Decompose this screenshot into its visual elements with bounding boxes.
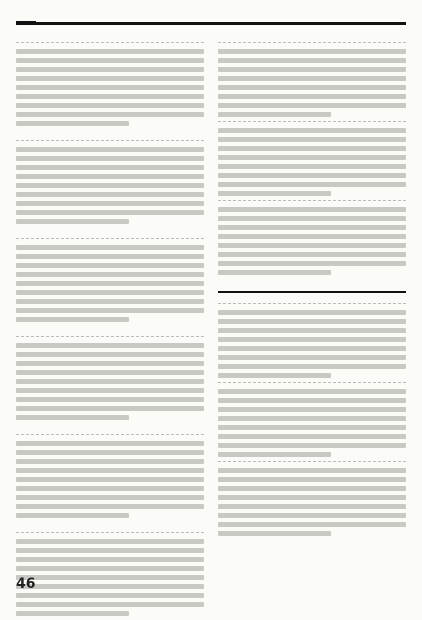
- text-line-placeholder: [16, 112, 204, 117]
- text-line-placeholder: [218, 434, 406, 439]
- text-line-placeholder: [16, 299, 204, 304]
- text-line-placeholder: [16, 245, 204, 250]
- text-line-placeholder: [16, 201, 204, 206]
- text-line-placeholder: [218, 76, 406, 81]
- text-line-placeholder: [218, 261, 406, 266]
- text-line-placeholder: [16, 103, 204, 108]
- text-line-placeholder: [16, 370, 204, 375]
- text-line-placeholder: [218, 94, 406, 99]
- text-line-placeholder: [218, 164, 406, 169]
- section-header: [16, 14, 406, 32]
- text-line-placeholder: [16, 477, 204, 482]
- text-line-placeholder: [218, 522, 406, 527]
- text-line-placeholder: [218, 398, 406, 403]
- text-line-placeholder: [16, 263, 204, 268]
- text-line-placeholder: [16, 94, 204, 99]
- text-line-placeholder: [16, 441, 204, 446]
- text-line-placeholder: [16, 379, 204, 384]
- text-line-placeholder: [218, 252, 406, 257]
- text-line-placeholder: [16, 513, 129, 518]
- two-column-body: [16, 42, 406, 620]
- text-line-placeholder: [16, 272, 204, 277]
- page-number: 46: [16, 576, 36, 592]
- text-line-placeholder: [16, 290, 204, 295]
- text-line-placeholder: [16, 557, 204, 562]
- text-line-placeholder: [218, 373, 331, 378]
- text-line-placeholder: [16, 602, 204, 607]
- text-line-placeholder: [16, 548, 204, 553]
- text-line-placeholder: [218, 112, 331, 117]
- text-line-placeholder: [16, 566, 204, 571]
- text-line-placeholder: [16, 361, 204, 366]
- text-line-placeholder: [16, 343, 204, 348]
- paragraph-placeholder: [16, 434, 204, 522]
- text-line-placeholder: [16, 121, 129, 126]
- text-line-placeholder: [218, 58, 406, 63]
- text-line-placeholder: [218, 128, 406, 133]
- text-line-placeholder: [218, 389, 406, 394]
- text-line-placeholder: [218, 416, 406, 421]
- text-line-placeholder: [16, 308, 204, 313]
- text-line-placeholder: [16, 397, 204, 402]
- text-line-placeholder: [16, 504, 204, 509]
- text-line-placeholder: [16, 85, 204, 90]
- paragraph-placeholder: [218, 382, 406, 457]
- text-line-placeholder: [218, 337, 406, 342]
- text-line-placeholder: [218, 452, 331, 457]
- text-line-placeholder: [16, 210, 204, 215]
- text-line-placeholder: [16, 317, 129, 322]
- text-line-placeholder: [218, 407, 406, 412]
- subheading: [218, 289, 406, 293]
- text-line-placeholder: [16, 486, 204, 491]
- paragraph-placeholder: [16, 42, 204, 130]
- text-line-placeholder: [16, 415, 129, 420]
- text-line-placeholder: [16, 406, 204, 411]
- text-line-placeholder: [218, 67, 406, 72]
- text-line-placeholder: [218, 319, 406, 324]
- text-line-placeholder: [218, 49, 406, 54]
- text-line-placeholder: [218, 443, 406, 448]
- text-line-placeholder: [218, 346, 406, 351]
- column-right: [218, 42, 406, 620]
- text-line-placeholder: [16, 281, 204, 286]
- text-line-placeholder: [218, 155, 406, 160]
- text-line-placeholder: [16, 468, 204, 473]
- paragraph-placeholder: [16, 336, 204, 424]
- text-line-placeholder: [16, 388, 204, 393]
- text-line-placeholder: [218, 225, 406, 230]
- text-line-placeholder: [16, 450, 204, 455]
- text-line-placeholder: [218, 137, 406, 142]
- text-line-placeholder: [16, 593, 204, 598]
- text-line-placeholder: [16, 174, 204, 179]
- text-line-placeholder: [16, 67, 204, 72]
- paragraph-placeholder: [218, 461, 406, 536]
- text-line-placeholder: [16, 192, 204, 197]
- text-line-placeholder: [16, 611, 129, 616]
- text-line-placeholder: [218, 310, 406, 315]
- text-line-placeholder: [218, 468, 406, 473]
- text-line-placeholder: [218, 146, 406, 151]
- text-line-placeholder: [16, 459, 204, 464]
- text-line-placeholder: [218, 486, 406, 491]
- text-line-placeholder: [218, 504, 406, 509]
- text-line-placeholder: [218, 328, 406, 333]
- text-line-placeholder: [218, 495, 406, 500]
- text-line-placeholder: [218, 207, 406, 212]
- text-line-placeholder: [16, 156, 204, 161]
- text-line-placeholder: [16, 352, 204, 357]
- text-line-placeholder: [16, 165, 204, 170]
- text-line-placeholder: [16, 254, 204, 259]
- text-line-placeholder: [218, 234, 406, 239]
- text-line-placeholder: [218, 191, 331, 196]
- paragraph-placeholder: [218, 303, 406, 378]
- text-line-placeholder: [218, 513, 406, 518]
- text-line-placeholder: [218, 85, 406, 90]
- text-line-placeholder: [16, 183, 204, 188]
- text-line-placeholder: [16, 147, 204, 152]
- text-line-placeholder: [16, 58, 204, 63]
- column-left: [16, 42, 204, 620]
- text-line-placeholder: [218, 182, 406, 187]
- text-line-placeholder: [218, 103, 406, 108]
- page-footer: [16, 576, 406, 592]
- text-line-placeholder: [218, 216, 406, 221]
- text-line-placeholder: [218, 243, 406, 248]
- text-line-placeholder: [218, 173, 406, 178]
- paragraph-placeholder: [218, 121, 406, 196]
- paragraph-placeholder: [16, 238, 204, 326]
- text-line-placeholder: [218, 425, 406, 430]
- text-line-placeholder: [16, 539, 204, 544]
- paragraph-placeholder: [16, 140, 204, 228]
- text-line-placeholder: [218, 364, 406, 369]
- text-line-placeholder: [16, 219, 129, 224]
- text-line-placeholder: [218, 531, 331, 536]
- section-title: [16, 21, 36, 25]
- paragraph-placeholder: [218, 200, 406, 275]
- section-rule: [36, 22, 406, 25]
- paragraph-placeholder: [218, 42, 406, 117]
- text-line-placeholder: [16, 49, 204, 54]
- text-line-placeholder: [218, 477, 406, 482]
- text-line-placeholder: [218, 270, 331, 275]
- text-line-placeholder: [16, 495, 204, 500]
- text-line-placeholder: [16, 76, 204, 81]
- text-line-placeholder: [218, 355, 406, 360]
